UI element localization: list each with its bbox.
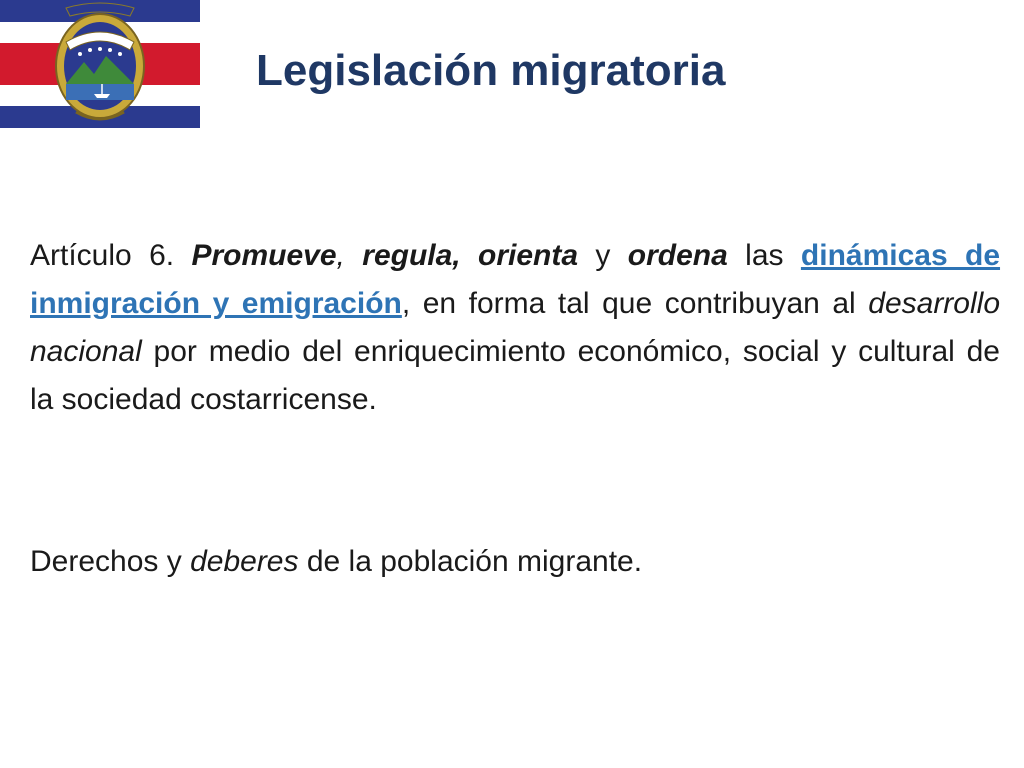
costa-rica-flag	[0, 0, 200, 128]
article-sep-3: las	[727, 239, 801, 272]
article-text-middle: , en forma tal que contribuyan al	[401, 287, 869, 320]
article-text-end: por medio del enriquecimiento económico, social y cultural de la sociedad costarricense.	[30, 335, 1000, 416]
article-term-ordena: ordena	[627, 239, 728, 272]
article-term-desarrollo: desarrollo nacional	[30, 287, 1000, 368]
rights-text-start: Derechos y	[30, 545, 191, 578]
article-sep-1: ,	[336, 239, 363, 272]
article-sep-2: y	[578, 239, 628, 272]
article-label: Artículo 6.	[30, 239, 192, 272]
coat-of-arms-icon	[36, 0, 164, 128]
page-title: Legislación migratoria	[256, 46, 726, 95]
rights-term-deberes: deberes	[190, 545, 299, 578]
article-term-promueve: Promueve	[191, 239, 337, 272]
dinamicas-link[interactable]: dinámicas de inmigración y emigración	[30, 239, 1001, 320]
article-paragraph	[30, 232, 1000, 424]
rights-paragraph	[30, 538, 642, 586]
article-term-regula-orienta: regula, orienta	[362, 239, 579, 272]
rights-text-end: de la población migrante.	[298, 545, 643, 578]
